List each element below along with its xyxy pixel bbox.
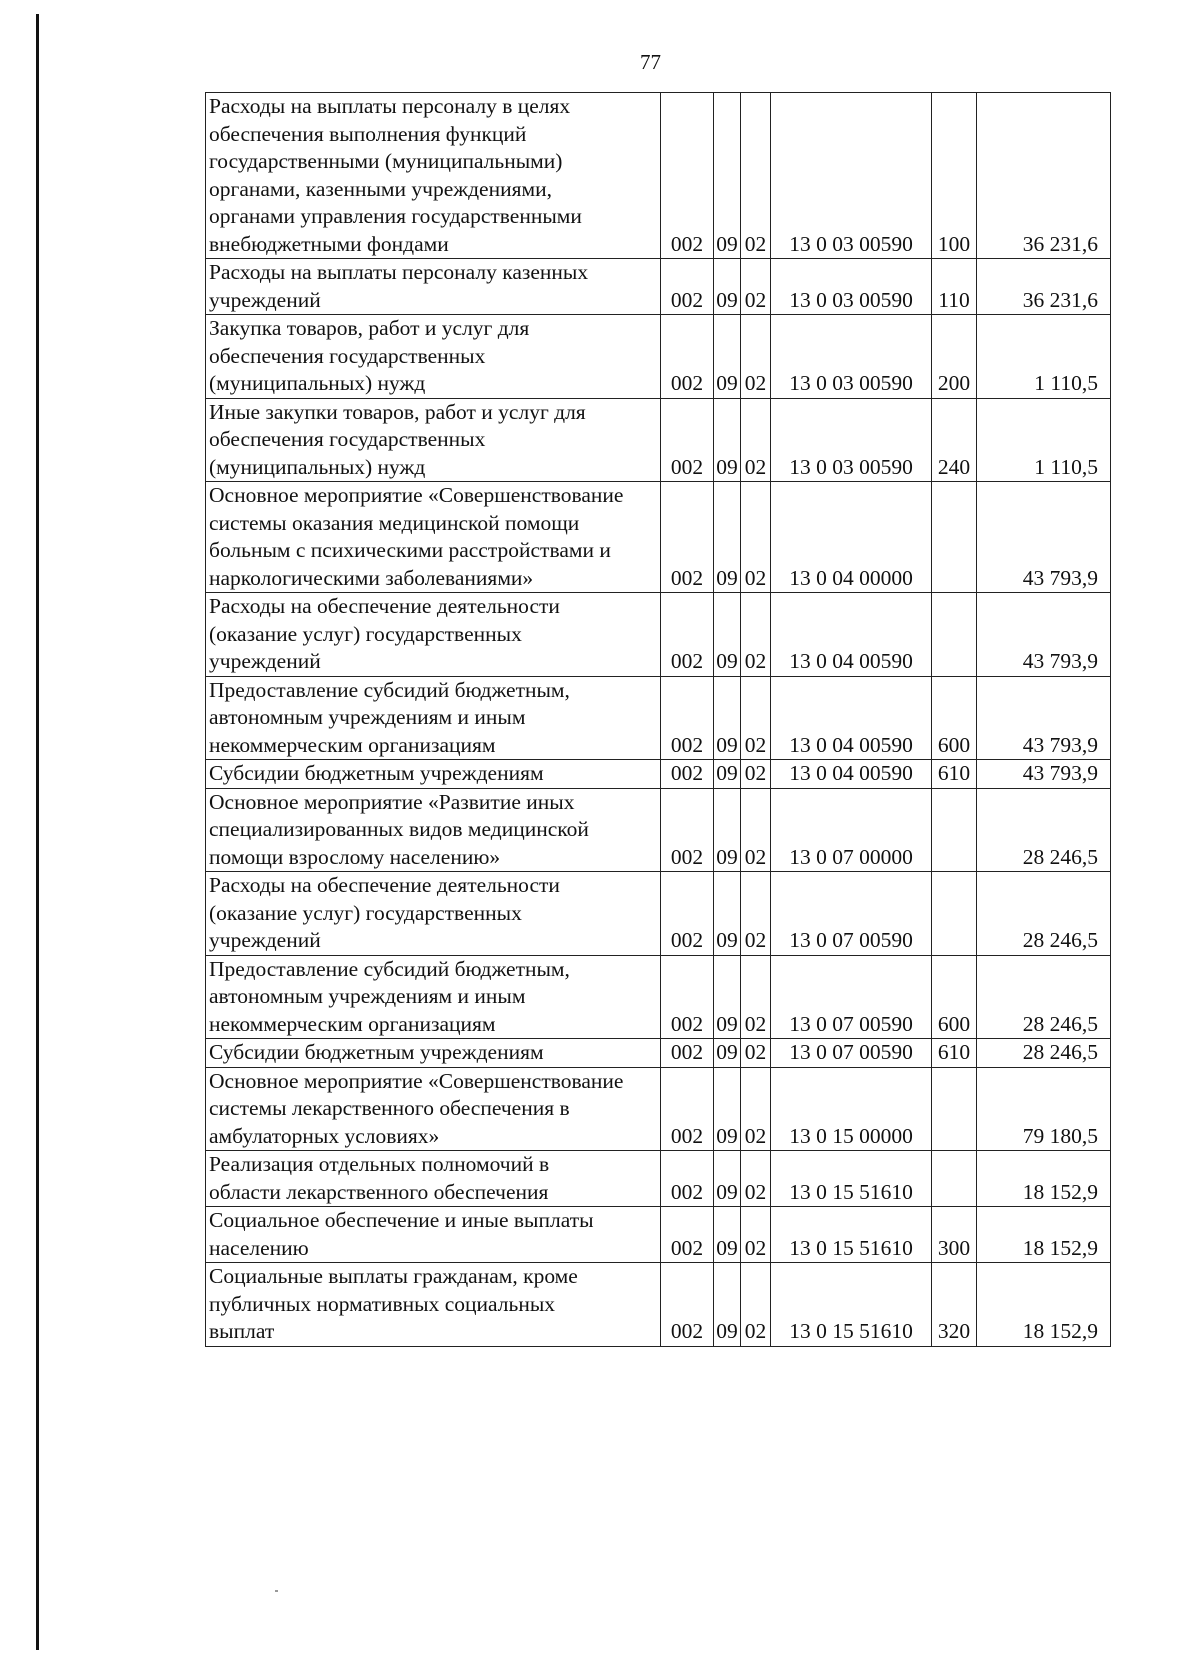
cell-name	[206, 259, 661, 315]
cell-csr: 13 0 03 00590	[771, 259, 932, 315]
cell-name-line: учреждений	[209, 928, 321, 952]
cell-rz: 09	[714, 593, 741, 677]
cell-rz: 09	[714, 1067, 741, 1151]
cell-rz: 09	[714, 872, 741, 956]
cell-name-line: Субсидии бюджетным учреждениям	[209, 761, 544, 785]
cell-name-line: Расходы на обеспечение деятельности	[209, 594, 560, 618]
cell-sum: 79 180,5	[977, 1067, 1111, 1151]
cell-name-line: наркологическими заболеваниями»	[209, 565, 534, 590]
cell-sum: 43 793,9	[977, 676, 1111, 760]
page-number: 77	[640, 50, 661, 74]
cell-pr: 02	[741, 788, 771, 872]
cell-rz: 09	[714, 1151, 741, 1207]
cell-sum: 1 110,5	[977, 315, 1111, 399]
cell-sum: 28 246,5	[977, 955, 1111, 1039]
cell-name-line: Социальное обеспечение и иные выплаты	[209, 1208, 594, 1232]
cell-gr: 002	[661, 593, 714, 677]
cell-rz: 09	[714, 1207, 741, 1263]
cell-csr: 13 0 15 51610	[771, 1151, 932, 1207]
cell-name-line: Основное мероприятие «Развитие иных	[209, 789, 575, 814]
budget-table-body	[206, 93, 1111, 1347]
cell-name-line: системы лекарственного обеспечения в	[209, 1096, 570, 1120]
cell-name-line: (муниципальных) нужд	[209, 454, 426, 479]
cell-pr: 02	[741, 1207, 771, 1263]
cell-pr: 02	[741, 398, 771, 482]
cell-sum: 43 793,9	[977, 482, 1111, 593]
table-row	[206, 398, 1111, 482]
cell-name	[206, 593, 661, 677]
cell-name	[206, 1263, 661, 1347]
cell-name-line: Основное мероприятие «Совершенствование	[209, 483, 624, 507]
budget-table	[205, 92, 1111, 1347]
cell-rz: 09	[714, 398, 741, 482]
cell-sum: 36 231,6	[977, 93, 1111, 259]
scan-speck	[275, 1590, 278, 1592]
cell-vr	[932, 1151, 977, 1207]
cell-gr: 002	[661, 955, 714, 1039]
cell-gr: 002	[661, 1207, 714, 1263]
cell-name-line: обеспечения государственных	[209, 427, 486, 451]
cell-gr: 002	[661, 1263, 714, 1347]
cell-name-line: учреждений	[209, 649, 321, 673]
table-row	[206, 788, 1111, 872]
cell-name-line: больным с психическими расстройствами и	[209, 538, 611, 562]
cell-csr: 13 0 04 00590	[771, 593, 932, 677]
cell-sum: 43 793,9	[977, 760, 1111, 789]
cell-pr: 02	[741, 1151, 771, 1207]
cell-csr: 13 0 03 00590	[771, 93, 932, 259]
cell-csr: 13 0 07 00590	[771, 872, 932, 956]
cell-vr: 600	[932, 955, 977, 1039]
cell-name	[206, 398, 661, 482]
cell-gr: 002	[661, 788, 714, 872]
cell-gr: 002	[661, 760, 714, 789]
cell-vr: 100	[932, 93, 977, 259]
cell-name-line: Реализация отдельных полномочий в	[209, 1152, 550, 1176]
cell-name	[206, 1067, 661, 1151]
cell-csr: 13 0 07 00000	[771, 788, 932, 872]
cell-name-line: органами управления государственными	[209, 204, 582, 228]
cell-name-line: Расходы на выплаты персоналу в целях	[209, 94, 571, 118]
cell-csr: 13 0 15 00000	[771, 1067, 932, 1151]
table-row	[206, 760, 1111, 789]
cell-gr: 002	[661, 259, 714, 315]
cell-sum: 1 110,5	[977, 398, 1111, 482]
table-row	[206, 872, 1111, 956]
cell-rz: 09	[714, 1263, 741, 1347]
cell-vr: 240	[932, 398, 977, 482]
cell-csr: 13 0 07 00590	[771, 955, 932, 1039]
cell-pr: 02	[741, 259, 771, 315]
cell-name	[206, 955, 661, 1039]
cell-gr: 002	[661, 1039, 714, 1068]
cell-vr: 610	[932, 1039, 977, 1068]
cell-rz: 09	[714, 788, 741, 872]
cell-sum: 43 793,9	[977, 593, 1111, 677]
cell-sum: 18 152,9	[977, 1151, 1111, 1207]
cell-name-line: области лекарственного обеспечения	[209, 1179, 549, 1204]
binding-edge-line	[36, 14, 39, 1650]
cell-name-line: Социальные выплаты гражданам, кроме	[209, 1264, 578, 1288]
cell-pr: 02	[741, 1067, 771, 1151]
cell-pr: 02	[741, 315, 771, 399]
cell-vr: 610	[932, 760, 977, 789]
table-row	[206, 593, 1111, 677]
cell-rz: 09	[714, 259, 741, 315]
cell-sum: 28 246,5	[977, 788, 1111, 872]
table-row	[206, 955, 1111, 1039]
cell-name-line: некоммерческим организациям	[209, 732, 496, 757]
cell-vr: 200	[932, 315, 977, 399]
cell-vr: 300	[932, 1207, 977, 1263]
table-row	[206, 1207, 1111, 1263]
cell-name-line: некоммерческим организациям	[209, 1011, 496, 1036]
cell-name	[206, 1207, 661, 1263]
cell-name-line: обеспечения государственных	[209, 343, 486, 368]
cell-name-line: обеспечения выполнения функций	[209, 121, 527, 146]
cell-name	[206, 676, 661, 760]
cell-pr: 02	[741, 872, 771, 956]
cell-name-line: помощи взрослому населению»	[209, 844, 501, 869]
cell-name-line: учреждений	[209, 287, 321, 312]
cell-name-line: специализированных видов медицинской	[209, 817, 589, 841]
table-row	[206, 1067, 1111, 1151]
cell-vr	[932, 1067, 977, 1151]
table-row	[206, 315, 1111, 399]
cell-csr: 13 0 03 00590	[771, 398, 932, 482]
cell-name-line: публичных нормативных социальных	[209, 1291, 556, 1316]
cell-rz: 09	[714, 315, 741, 399]
cell-name	[206, 1039, 661, 1068]
cell-name	[206, 872, 661, 956]
cell-name-line: Расходы на выплаты персоналу казенных	[209, 260, 589, 284]
cell-vr	[932, 593, 977, 677]
cell-name-line: органами, казенными учреждениями,	[209, 176, 552, 201]
cell-name-line: Закупка товаров, работ и услуг для	[209, 316, 530, 340]
cell-name-line: Предоставление субсидий бюджетным,	[209, 677, 570, 702]
cell-gr: 002	[661, 872, 714, 956]
table-row	[206, 676, 1111, 760]
cell-name-line: (оказание услуг) государственных	[209, 621, 522, 646]
cell-pr: 02	[741, 1263, 771, 1347]
cell-name	[206, 788, 661, 872]
cell-csr: 13 0 15 51610	[771, 1263, 932, 1347]
cell-pr: 02	[741, 1039, 771, 1068]
cell-name	[206, 1151, 661, 1207]
table-row	[206, 1263, 1111, 1347]
cell-vr: 320	[932, 1263, 977, 1347]
cell-name-line: автономным учреждениям и иным	[209, 705, 526, 729]
cell-name	[206, 760, 661, 789]
cell-sum: 28 246,5	[977, 872, 1111, 956]
cell-name-line: Основное мероприятие «Совершенствование	[209, 1068, 624, 1093]
cell-name-line: системы оказания медицинской помощи	[209, 510, 580, 535]
cell-name-line: выплат	[209, 1319, 275, 1343]
cell-gr: 002	[661, 398, 714, 482]
cell-csr: 13 0 15 51610	[771, 1207, 932, 1263]
cell-gr: 002	[661, 1151, 714, 1207]
cell-name-line: (муниципальных) нужд	[209, 371, 426, 395]
cell-name-line: Расходы на обеспечение деятельности	[209, 873, 560, 897]
cell-name-line: (оказание услуг) государственных	[209, 900, 522, 925]
cell-name-line: автономным учреждениям и иным	[209, 984, 526, 1008]
cell-pr: 02	[741, 482, 771, 593]
cell-rz: 09	[714, 760, 741, 789]
cell-pr: 02	[741, 676, 771, 760]
cell-rz: 09	[714, 676, 741, 760]
cell-name	[206, 93, 661, 259]
cell-name	[206, 482, 661, 593]
cell-name-line: Предоставление субсидий бюджетным,	[209, 956, 570, 981]
cell-gr: 002	[661, 482, 714, 593]
cell-name	[206, 315, 661, 399]
table-row	[206, 1151, 1111, 1207]
table-row	[206, 482, 1111, 593]
cell-name-line: Иные закупки товаров, работ и услуг для	[209, 399, 586, 424]
cell-csr: 13 0 04 00590	[771, 760, 932, 789]
cell-sum: 36 231,6	[977, 259, 1111, 315]
cell-vr	[932, 482, 977, 593]
cell-rz: 09	[714, 93, 741, 259]
cell-pr: 02	[741, 955, 771, 1039]
cell-csr: 13 0 03 00590	[771, 315, 932, 399]
cell-sum: 18 152,9	[977, 1263, 1111, 1347]
cell-vr: 600	[932, 676, 977, 760]
cell-rz: 09	[714, 482, 741, 593]
table-row	[206, 259, 1111, 315]
cell-pr: 02	[741, 593, 771, 677]
cell-csr: 13 0 04 00000	[771, 482, 932, 593]
cell-sum: 18 152,9	[977, 1207, 1111, 1263]
cell-gr: 002	[661, 315, 714, 399]
cell-vr	[932, 788, 977, 872]
cell-rz: 09	[714, 955, 741, 1039]
cell-pr: 02	[741, 93, 771, 259]
cell-name-line: государственными (муниципальными)	[209, 149, 563, 173]
table-row	[206, 1039, 1111, 1068]
cell-gr: 002	[661, 1067, 714, 1151]
cell-csr: 13 0 07 00590	[771, 1039, 932, 1068]
table-row	[206, 93, 1111, 259]
cell-csr: 13 0 04 00590	[771, 676, 932, 760]
cell-name-line: Субсидии бюджетным учреждениям	[209, 1040, 544, 1064]
cell-pr: 02	[741, 760, 771, 789]
cell-name-line: амбулаторных условиях»	[209, 1123, 440, 1148]
cell-name-line: населению	[209, 1235, 309, 1260]
cell-gr: 002	[661, 93, 714, 259]
cell-sum: 28 246,5	[977, 1039, 1111, 1068]
cell-vr: 110	[932, 259, 977, 315]
cell-vr	[932, 872, 977, 956]
cell-rz: 09	[714, 1039, 741, 1068]
cell-name-line: внебюджетными фондами	[209, 231, 449, 256]
cell-gr: 002	[661, 676, 714, 760]
